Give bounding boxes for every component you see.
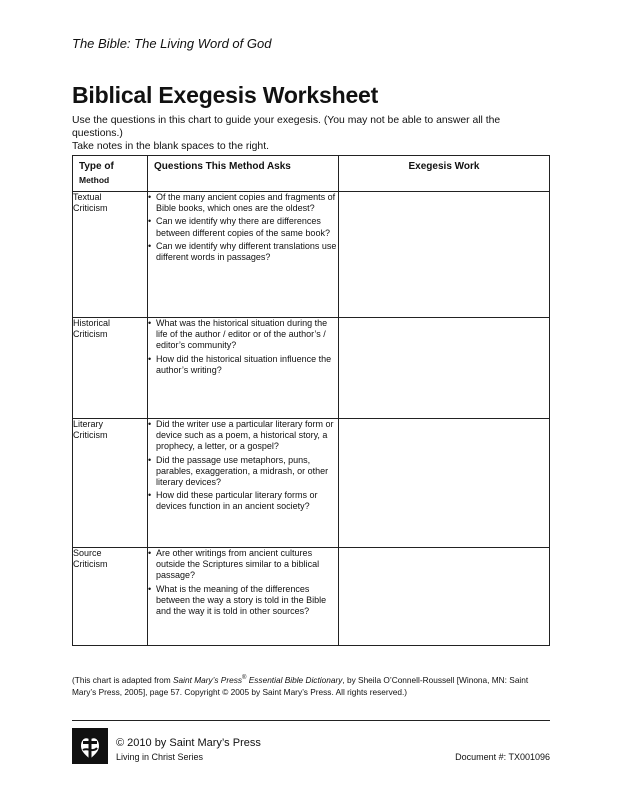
question-item: • Are other writings from ancient cultures outside the Scriptures similar to a biblical passage? (148, 548, 338, 582)
footer-divider (72, 720, 550, 721)
method-cell (73, 548, 148, 646)
series-title: The Bible: The Living Word of God (72, 36, 272, 51)
saint-marys-press-logo-icon (72, 728, 108, 764)
credit-prefix: (This chart is adapted from (72, 674, 173, 685)
table-row (73, 318, 550, 419)
exegesis-work-area[interactable] (339, 419, 550, 548)
questions-cell (148, 419, 339, 548)
exegesis-work-area[interactable] (339, 318, 550, 419)
method-name-line2: Criticism (73, 329, 108, 340)
question-item: • Did the passage use metaphors, puns, parables, exaggeration, a midrash, or other literary devices? (148, 455, 338, 489)
copyright-notice: © 2010 by Saint Mary’s Press (116, 737, 261, 749)
questions-cell (148, 192, 339, 318)
instructions-line-1: Use the questions in this chart to guide your exegesis. (You may not be able to answer all the questions.) (72, 115, 501, 139)
page-title: Biblical Exegesis Worksheet (72, 82, 379, 108)
question-item: • Did the writer use a particular literary form or device such as a poem, a historical story, a prophecy, a letter, or a gospel? (148, 419, 338, 453)
question-item: • What is the meaning of the differences between the way a story is told in the Bible and the way it is told in other sources? (148, 584, 338, 618)
method-name-line2: Criticism (73, 203, 108, 214)
credit-book: Saint Mary’s Press (173, 674, 243, 685)
instructions-line-2: Take notes in the blank spaces to the right. (72, 141, 269, 152)
header-row (73, 156, 550, 192)
header-method-line2: Method (79, 175, 110, 186)
question-item: • How did the historical situation influence the author’s writing? (148, 354, 338, 376)
method-name-line2: Criticism (73, 430, 108, 441)
method-cell (73, 318, 148, 419)
method-name: Literary (73, 419, 104, 429)
method-name: Historical (73, 318, 111, 328)
method-name-line2: Criticism (73, 559, 108, 570)
instructions (72, 114, 552, 153)
question-item: • How did these particular literary forms or devices function in an ancient society? (148, 490, 338, 512)
table-row (73, 192, 550, 318)
header-exegesis-work: Exegesis Work (339, 156, 550, 192)
credit-suffix: , by Sheila O’Connell-Roussell [Winona, MN: Saint Mary’s Press, 2005], page 57. Copyright © 2005 by Saint Mary’s Press. All rights reserved.) (72, 674, 529, 697)
method-name: Textual (73, 192, 102, 202)
question-item: • Can we identify why different translations use different words in passages? (148, 241, 338, 263)
exegesis-work-area[interactable] (339, 548, 550, 646)
method-cell (73, 192, 148, 318)
table-row (73, 548, 550, 646)
header-method-line1: Type of (79, 161, 114, 172)
source-credit (72, 672, 552, 698)
credit-book-title: Essential Bible Dictionary (246, 674, 343, 685)
question-item: • What was the historical situation during the life of the author / editor or of the author’s / editor’s community? (148, 318, 338, 352)
series-name: Living in Christ Series (116, 752, 204, 762)
method-name: Source (73, 548, 102, 558)
table-row (73, 419, 550, 548)
header-questions: Questions This Method Asks (148, 156, 339, 192)
credit-registered: ® (242, 675, 247, 681)
document-number: Document #: TX001096 (455, 752, 550, 762)
method-cell (73, 419, 148, 548)
questions-cell (148, 548, 339, 646)
question-item: • Can we identify why there are differences between different copies of the same book? (148, 216, 338, 238)
questions-cell (148, 318, 339, 419)
header-method (73, 156, 148, 192)
exegesis-work-area[interactable] (339, 192, 550, 318)
question-item: • Of the many ancient copies and fragments of Bible books, which ones are the oldest? (148, 192, 338, 214)
exegesis-chart (72, 155, 550, 646)
